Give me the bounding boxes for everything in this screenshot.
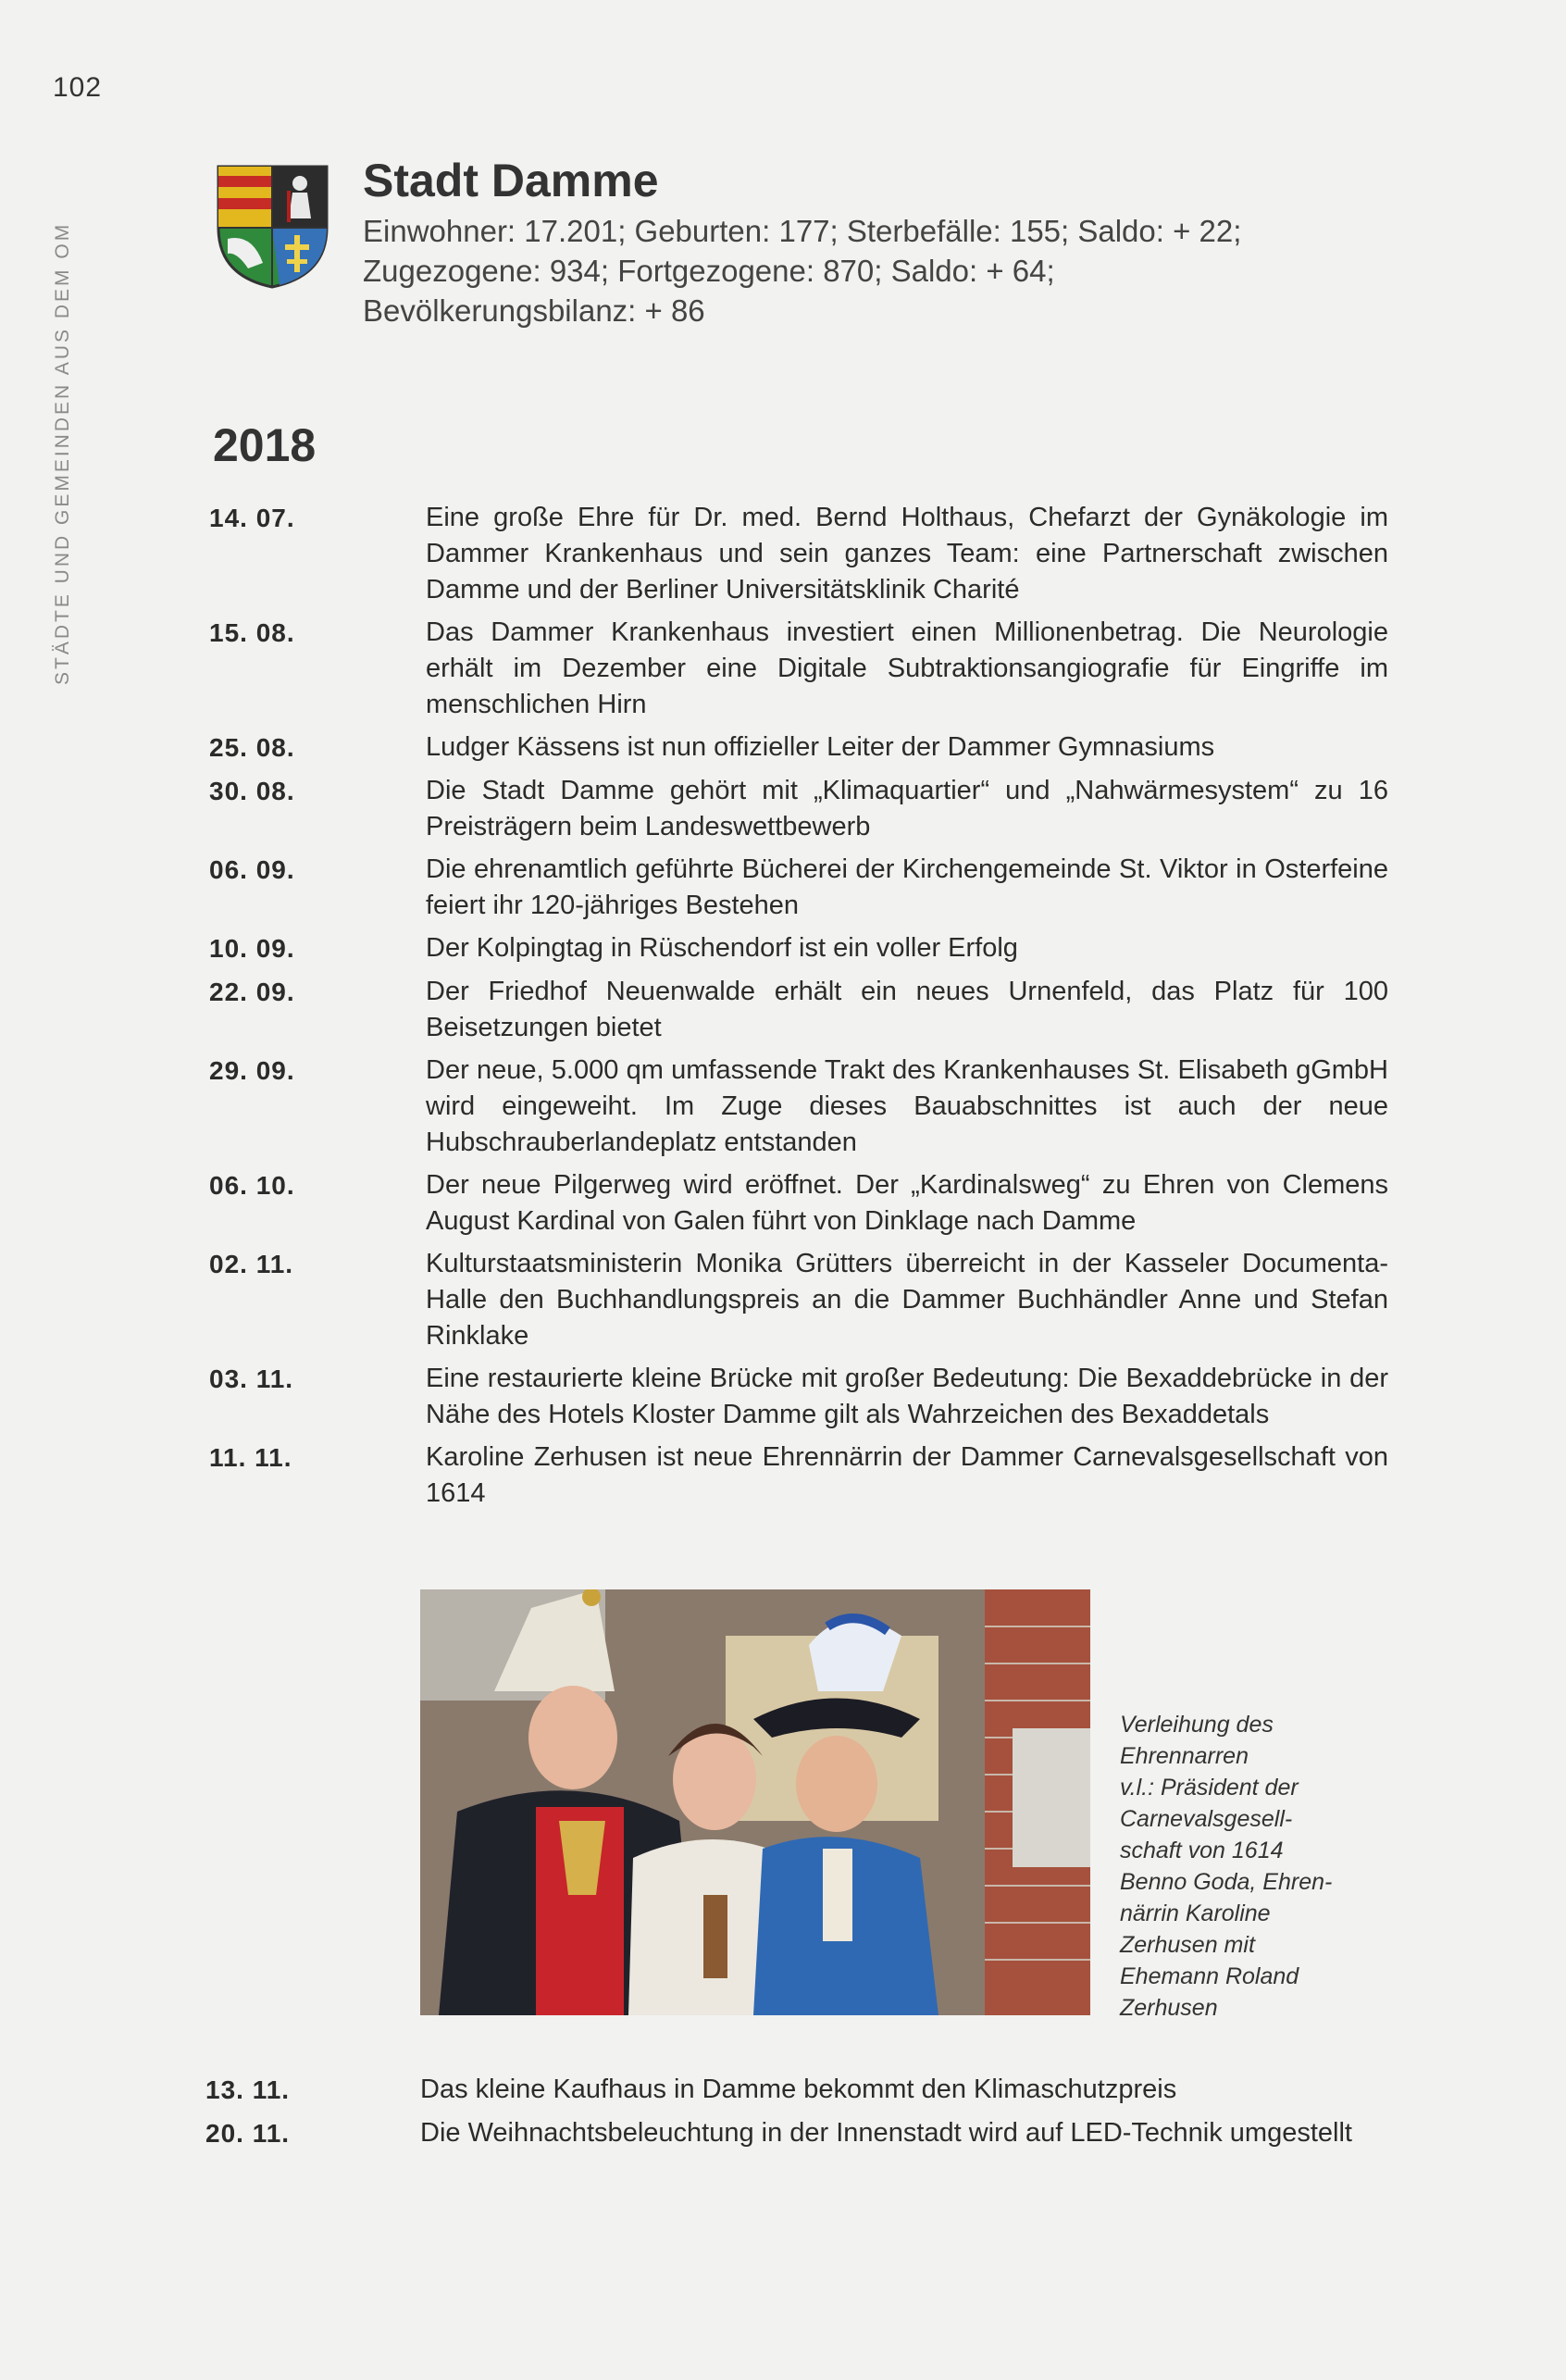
page-number: 102 bbox=[53, 72, 103, 103]
chronicle-entry bbox=[209, 1053, 1388, 1161]
entry-text: Der Kolpingtag in Rüschendorf ist ein voller Erfolg bbox=[426, 933, 1018, 963]
chronicle-entry bbox=[209, 773, 1388, 845]
caption-line: Zerhusen mit bbox=[1120, 1932, 1255, 1958]
entry-date: 11. 11. bbox=[209, 1443, 292, 1472]
stats-line: Zugezogene: 934; Fortgezogene: 870; Saldo: + 64; bbox=[363, 254, 1055, 288]
entry-text: Eine große Ehre für Dr. med. Bernd Holthaus, Chefarzt der Gynäkologie im Dammer Krankenhaus und sein ganzes Team: eine Partnerschaft zwischen Damme und der Berliner Universitätsklinik Charité bbox=[426, 503, 1388, 604]
event-photo bbox=[420, 1589, 1090, 2015]
entry-text: Kulturstaatsministerin Monika Grütters überreicht in der Kasseler Documenta-Halle den Buchhandlungspreis an die Dammer Buchhändler Anne und Stefan Rinklake bbox=[426, 1249, 1388, 1351]
entry-text: Der neue, 5.000 qm umfassende Trakt des Krankenhauses St. Elisabeth gGmbH wird eingeweiht. Im Zuge dieses Bauabschnittes ist auch der neue Hubschrauberlandeplatz entstanden bbox=[426, 1055, 1388, 1157]
entry-date: 20. 11. bbox=[205, 2119, 291, 2148]
chronicle-entry bbox=[209, 1167, 1388, 1240]
entry-text: Der Friedhof Neuenwalde erhält ein neues Urnenfeld, das Platz für 100 Beisetzungen bietet bbox=[426, 977, 1388, 1042]
stats-line: Einwohner: 17.201; Geburten: 177; Sterbefälle: 155; Saldo: + 22; bbox=[363, 214, 1242, 248]
year-heading: 2018 bbox=[213, 419, 317, 471]
entry-date: 03. 11. bbox=[209, 1364, 294, 1393]
entry-date: 06. 10. bbox=[209, 1171, 295, 1200]
entry-text: Ludger Kässens ist nun offizieller Leiter der Dammer Gymnasiums bbox=[426, 732, 1215, 762]
entry-text: Das kleine Kaufhaus in Damme bekommt den Klimaschutzpreis bbox=[420, 2075, 1177, 2104]
municipality-title: Stadt Damme bbox=[363, 155, 659, 206]
caption-line: Zerhusen bbox=[1120, 1995, 1218, 2021]
stats-line: Bevölkerungsbilanz: + 86 bbox=[363, 293, 705, 328]
chronicle-entry bbox=[209, 930, 1388, 967]
entry-text: Der neue Pilgerweg wird eröffnet. Der „Kardinalsweg“ zu Ehren von Clemens August Kardinal von Galen führt von Dinklage nach Damme bbox=[426, 1170, 1388, 1236]
photo-caption bbox=[1120, 1709, 1370, 2024]
chronicle-entry bbox=[209, 615, 1388, 723]
caption-line: Ehrennarren bbox=[1120, 1743, 1249, 1769]
chronicle-entry bbox=[209, 974, 1388, 1046]
entry-date: 10. 09. bbox=[209, 934, 295, 963]
entry-date: 06. 09. bbox=[209, 855, 295, 884]
entry-date: 15. 08. bbox=[209, 618, 295, 647]
entry-text: Eine restaurierte kleine Brücke mit großer Bedeutung: Die Bexaddebrücke in der Nähe des Hotels Kloster Damme gilt als Wahrzeichen des Bexaddetals bbox=[426, 1364, 1388, 1429]
entry-text: Die Weihnachtsbeleuchtung in der Innenstadt wird auf LED-Technik umgestellt bbox=[420, 2118, 1352, 2148]
chronicle-entry bbox=[209, 1361, 1388, 1433]
entry-date: 02. 11. bbox=[209, 1250, 294, 1278]
chronicle-entry bbox=[209, 729, 1388, 766]
coat-of-arms-icon bbox=[215, 163, 330, 291]
entry-date: 13. 11. bbox=[205, 2075, 291, 2104]
chronicle-list-continued bbox=[205, 2072, 1388, 2159]
entry-text: Die ehrenamtlich geführte Bücherei der Kirchengemeinde St. Viktor in Osterfeine feiert ihr 120-jähriges Bestehen bbox=[426, 854, 1388, 920]
chronicle-entry bbox=[205, 2072, 1388, 2109]
chronicle-entry bbox=[209, 1246, 1388, 1354]
entry-date: 14. 07. bbox=[209, 504, 295, 532]
chronicle-entry bbox=[209, 852, 1388, 924]
entry-date: 29. 09. bbox=[209, 1056, 295, 1085]
caption-line: schaft von 1614 bbox=[1120, 1838, 1284, 1863]
caption-line: Benno Goda, Ehren- bbox=[1120, 1869, 1333, 1895]
caption-line: Verleihung des bbox=[1120, 1712, 1274, 1738]
caption-line: v.l.: Präsident der bbox=[1120, 1775, 1299, 1801]
caption-line: närrin Karoline bbox=[1120, 1900, 1271, 1926]
entry-date: 25. 08. bbox=[209, 733, 295, 762]
entry-text: Karoline Zerhusen ist neue Ehrennärrin der Dammer Carnevalsgesellschaft von 1614 bbox=[426, 1442, 1388, 1508]
caption-line: Ehemann Roland bbox=[1120, 1963, 1299, 1989]
entry-date: 30. 08. bbox=[209, 777, 295, 805]
chronicle-entry bbox=[205, 2115, 1388, 2152]
chronicle-entry bbox=[209, 1439, 1388, 1512]
entry-text: Die Stadt Damme gehört mit „Klimaquartier“ und „Nahwärmesystem“ zu 16 Preisträgern beim Landeswettbewerb bbox=[426, 776, 1388, 841]
entry-text: Das Dammer Krankenhaus investiert einen Millionenbetrag. Die Neurologie erhält im Dezember eine Digitale Subtraktionsangiografie für Eingriffe im menschlichen Hirn bbox=[426, 617, 1388, 719]
chronicle-entry bbox=[209, 500, 1388, 608]
chronicle-list bbox=[209, 500, 1388, 1518]
population-statistics bbox=[363, 211, 1427, 330]
section-side-label: STÄDTE UND GEMEINDEN AUS DEM OM bbox=[52, 221, 73, 685]
entry-date: 22. 09. bbox=[209, 978, 295, 1006]
caption-line: Carnevalsgesell- bbox=[1120, 1806, 1293, 1832]
